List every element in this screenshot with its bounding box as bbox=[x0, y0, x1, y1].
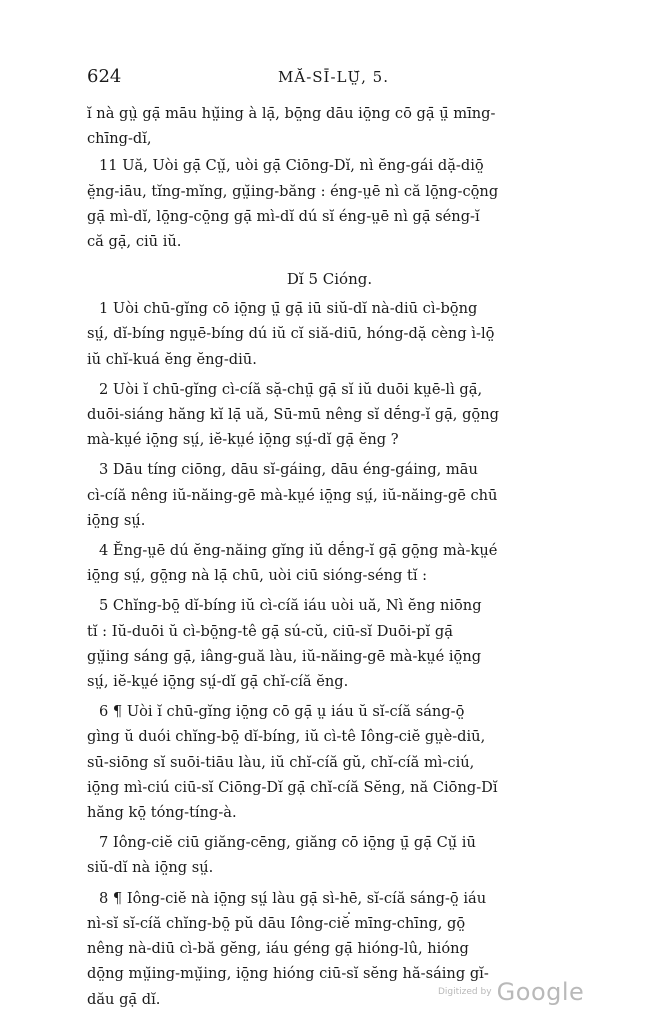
text-line: tĭ : Iŭ-duōi ŭ cì-bō̤ng-tê gạ̄ sú-cŭ, ciū-sĭ Duōi-pĭ gạ̄ bbox=[87, 622, 453, 640]
verse-4 bbox=[87, 538, 572, 588]
text-line: ĕ̤ng-iāu, tĭng-mĭng, gṳ̆ing-băng : éng-ṳē nì că lō̤ng-cō̤ng bbox=[87, 182, 499, 200]
text-line: hăng kō̤ tóng-tíng-à. bbox=[87, 804, 237, 822]
verse-6 bbox=[87, 699, 572, 825]
watermark-small-text: Digitized by bbox=[438, 987, 492, 997]
chapter-heading: Dĭ 5 Cióng. bbox=[286, 270, 373, 289]
text-line: duōi-siáng hăng kĭ lạ̄ uă, Sū-mū nêng sĭ dḗng-ĭ gạ̄, gō̤ng bbox=[87, 406, 499, 424]
text-line: 8 ¶ Iông-ciĕ nà iō̤ng sṳ́ làu gạ̄ sì-hē, sĭ-cíă sáng-ō̤ iáu bbox=[99, 889, 487, 907]
text-line: sṳ́, iĕ-kṳé iō̤ng sṳ́-dĭ gạ̄ chĭ-cíă ĕng. bbox=[87, 673, 349, 691]
text-line: că gạ̄, ciū iŭ. bbox=[87, 233, 182, 251]
text-line: mà-kṳé iō̤ng sṳ́, iĕ-kṳé iō̤ng sṳ́-dĭ gạ̄ ĕng ? bbox=[87, 431, 399, 449]
text-line: gṳ̆ing sáng gạ̄, iâng-guă làu, iŭ-năing-gē mà-kṳé iō̤ng bbox=[87, 647, 482, 665]
text-line: gạ̄ mì-dĭ, lō̤ng-cō̤ng gạ̄ mì-dĭ dú sĭ éng-ṳē nì gạ̄ séng-ĭ bbox=[87, 207, 480, 225]
text-line: iō̤ng sṳ́. bbox=[87, 511, 146, 529]
verse-3 bbox=[87, 457, 572, 533]
verse-11 bbox=[87, 153, 572, 254]
text-line: dău gạ̄ dĭ. bbox=[87, 990, 161, 1008]
text-line: chīng-dĭ, bbox=[87, 130, 152, 148]
running-head: MĂ-SĪ-LṲ̆, 5. bbox=[278, 68, 389, 86]
verse-7 bbox=[87, 830, 572, 880]
text-line: gìng ŭ duói chĭng-bō̤ dĭ-bíng, iŭ cì-tê Iông-ciĕ gṳè-diū, bbox=[87, 728, 486, 746]
verse-2 bbox=[87, 377, 572, 453]
text-line: 11 Uă, Uòi gạ̄ Cṳ̆, uòi gạ̄ Ciōng-Dĭ, nì ĕng-gái dặ-diō̤ bbox=[99, 157, 484, 175]
text-line: dō̤ng mṳ̆ing-mṳ̆ing, iō̤ng hióng ciū-sĭ sĕng hă-sáing gĭ- bbox=[87, 965, 489, 983]
text-line: cì-cíă nêng iŭ-năing-gē mà-kṳé iō̤ng sṳ́, iŭ-năing-gē chū bbox=[87, 486, 498, 504]
watermark-logo-text: Google bbox=[496, 978, 585, 1006]
text-line: nì-sĭ sĭ-cíă chĭng-bō̤ pŭ dāu Iông-ciĕ mīng-chīng, gō̤ bbox=[87, 914, 466, 932]
text-line: 7 Iông-ciĕ ciū giăng-cēng, giăng cō iō̤ng ṳ̄ gạ̄ Cṳ̆ iū bbox=[99, 834, 476, 852]
text-line: 2 Uòi ĭ chū-gĭng cì-cíă sặ-chṳ̄ gạ̄ sĭ iŭ duōi kṳē-lì gạ̄, bbox=[99, 380, 483, 398]
text-line: 3 Dāu tíng ciōng, dāu sĭ-gáing, dāu éng-gáing, māu bbox=[99, 461, 478, 479]
text-line: iŭ chĭ-kuá ĕng ĕng-diū. bbox=[87, 350, 257, 368]
text-line: ĭ nà gṳ̀ gạ̄ māu hṳ̆ing à lạ̄, bō̤ng dāu iō̤ng cō gạ̄ ṳ̄ mīng- bbox=[87, 105, 496, 122]
intro-paragraph bbox=[87, 101, 572, 151]
body-text bbox=[87, 101, 572, 1012]
verse-5 bbox=[87, 593, 572, 694]
text-line: sṳ́, dĭ-bíng ngṳē-bíng dú iŭ cĭ siă-diū, hóng-dặ cèng ì-lō̤ bbox=[87, 325, 495, 343]
page-number: 624 bbox=[87, 66, 122, 87]
text-line: iō̤ng sṳ́, gō̤ng nà lạ̄ chū, uòi ciū sióng-séng tĭ : bbox=[87, 567, 428, 585]
text-line: 5 Chĭng-bō̤ dĭ-bíng iŭ cì-cíă iáu uòi uă, Nì ĕng niōng bbox=[99, 597, 482, 615]
text-line: siŭ-dĭ nà iō̤ng sṳ́. bbox=[87, 859, 214, 877]
text-line: 1 Uòi chū-gĭng cō iō̤ng ṳ̄ gạ̄ iū siŭ-dĭ nà-diū cì-bō̤ng bbox=[99, 300, 478, 318]
text-line: 4 Ĕng-ṳē dú ĕng-năing gĭng iŭ dḗng-ĭ gạ̄ gō̤ng mà-kṳé bbox=[99, 542, 498, 560]
text-line: nêng nà-diū cì-bă gĕng, iáu géng gạ̄ hióng-lû, hióng bbox=[87, 940, 469, 958]
verse-1 bbox=[87, 296, 572, 372]
digitized-by-google-watermark bbox=[438, 978, 584, 1006]
text-line: iō̤ng mì-ciú ciū-sĭ Ciōng-Dĭ gạ̄ chĭ-cíă Sĕng, nă Ciōng-Dĭ bbox=[87, 778, 498, 796]
text-line: 6 ¶ Uòi ĭ chū-gĭng iō̤ng cō gạ̄ ṳ iáu ŭ sĭ-cíă sáng-ō̤ bbox=[99, 703, 465, 721]
ink-speck bbox=[348, 912, 350, 914]
text-line: sū-siōng sĭ suōi-tiāu làu, iŭ chĭ-cíă gŭ, chĭ-cíă mì-ciú, bbox=[87, 753, 475, 771]
